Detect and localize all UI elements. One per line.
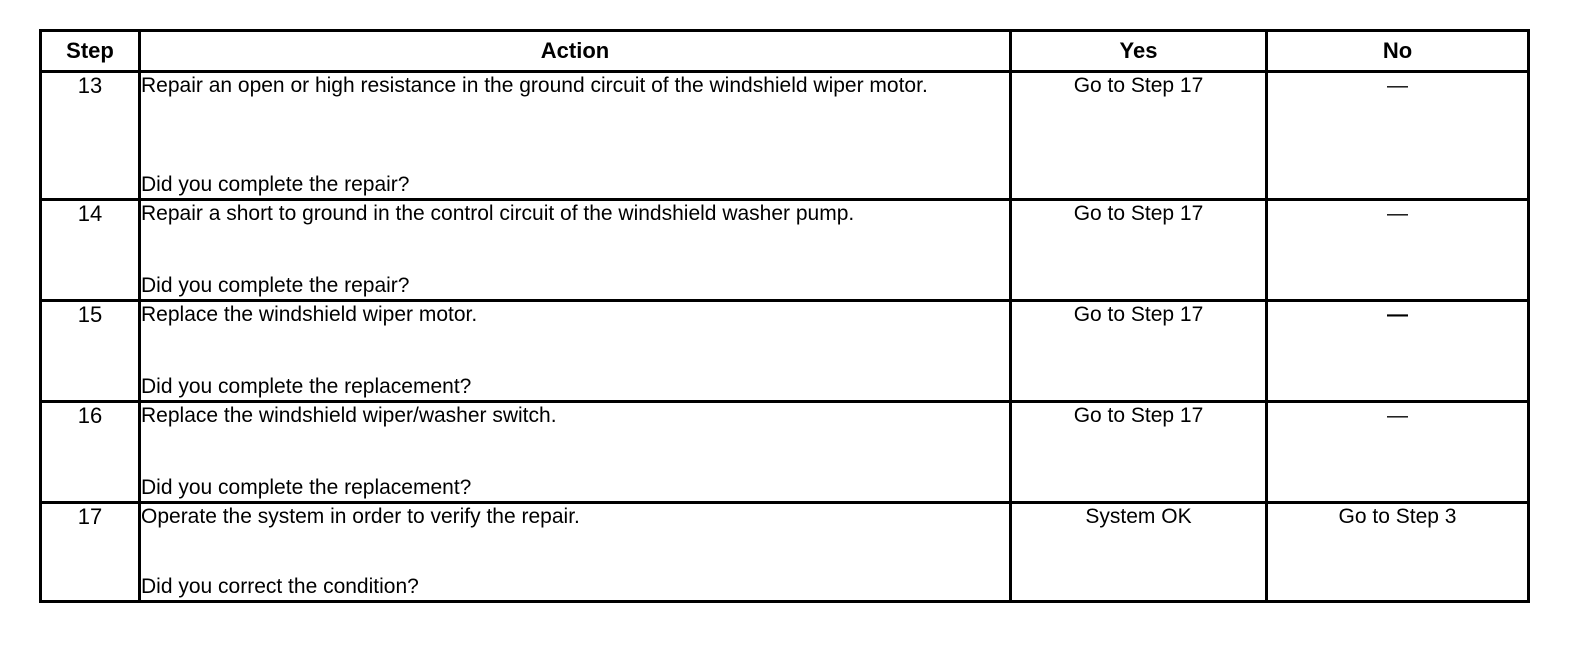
- action-cell: [140, 402, 1011, 503]
- no-result: Go to Step 3: [1267, 503, 1529, 602]
- yes-result: Go to Step 17: [1011, 200, 1267, 301]
- action-instruction: Replace the windshield wiper/washer switch.: [141, 404, 557, 427]
- header-row: [41, 31, 1529, 72]
- header-action: Action: [140, 31, 1011, 72]
- diagnostic-table: [39, 29, 1530, 603]
- table-row: [41, 402, 1529, 503]
- action-question: Did you correct the condition?: [141, 575, 419, 598]
- action-cell: [140, 503, 1011, 602]
- action-cell: [140, 301, 1011, 402]
- action-cell: [140, 72, 1011, 200]
- no-result: —: [1267, 200, 1529, 301]
- step-number: 15: [41, 301, 140, 402]
- action-cell: [140, 200, 1011, 301]
- yes-result: System OK: [1011, 503, 1267, 602]
- no-result: —: [1267, 402, 1529, 503]
- header-no: No: [1267, 31, 1529, 72]
- step-number: 14: [41, 200, 140, 301]
- table-row: [41, 301, 1529, 402]
- yes-result: Go to Step 17: [1011, 301, 1267, 402]
- yes-result: Go to Step 17: [1011, 72, 1267, 200]
- step-number: 16: [41, 402, 140, 503]
- table-row: [41, 72, 1529, 200]
- header-yes: Yes: [1011, 31, 1267, 72]
- action-question: Did you complete the repair?: [141, 173, 410, 196]
- table-row: [41, 503, 1529, 602]
- table-row: [41, 200, 1529, 301]
- action-instruction: Repair an open or high resistance in the ground circuit of the windshield wiper motor.: [141, 74, 928, 97]
- yes-result: Go to Step 17: [1011, 402, 1267, 503]
- action-question: Did you complete the replacement?: [141, 476, 472, 499]
- step-number: 13: [41, 72, 140, 200]
- no-result: —: [1267, 301, 1529, 402]
- action-question: Did you complete the repair?: [141, 274, 410, 297]
- action-instruction: Operate the system in order to verify the repair.: [141, 505, 580, 528]
- step-number: 17: [41, 503, 140, 602]
- no-result: —: [1267, 72, 1529, 200]
- action-question: Did you complete the replacement?: [141, 375, 472, 398]
- action-instruction: Repair a short to ground in the control circuit of the windshield washer pump.: [141, 202, 855, 225]
- header-step: Step: [41, 31, 140, 72]
- action-instruction: Replace the windshield wiper motor.: [141, 303, 478, 326]
